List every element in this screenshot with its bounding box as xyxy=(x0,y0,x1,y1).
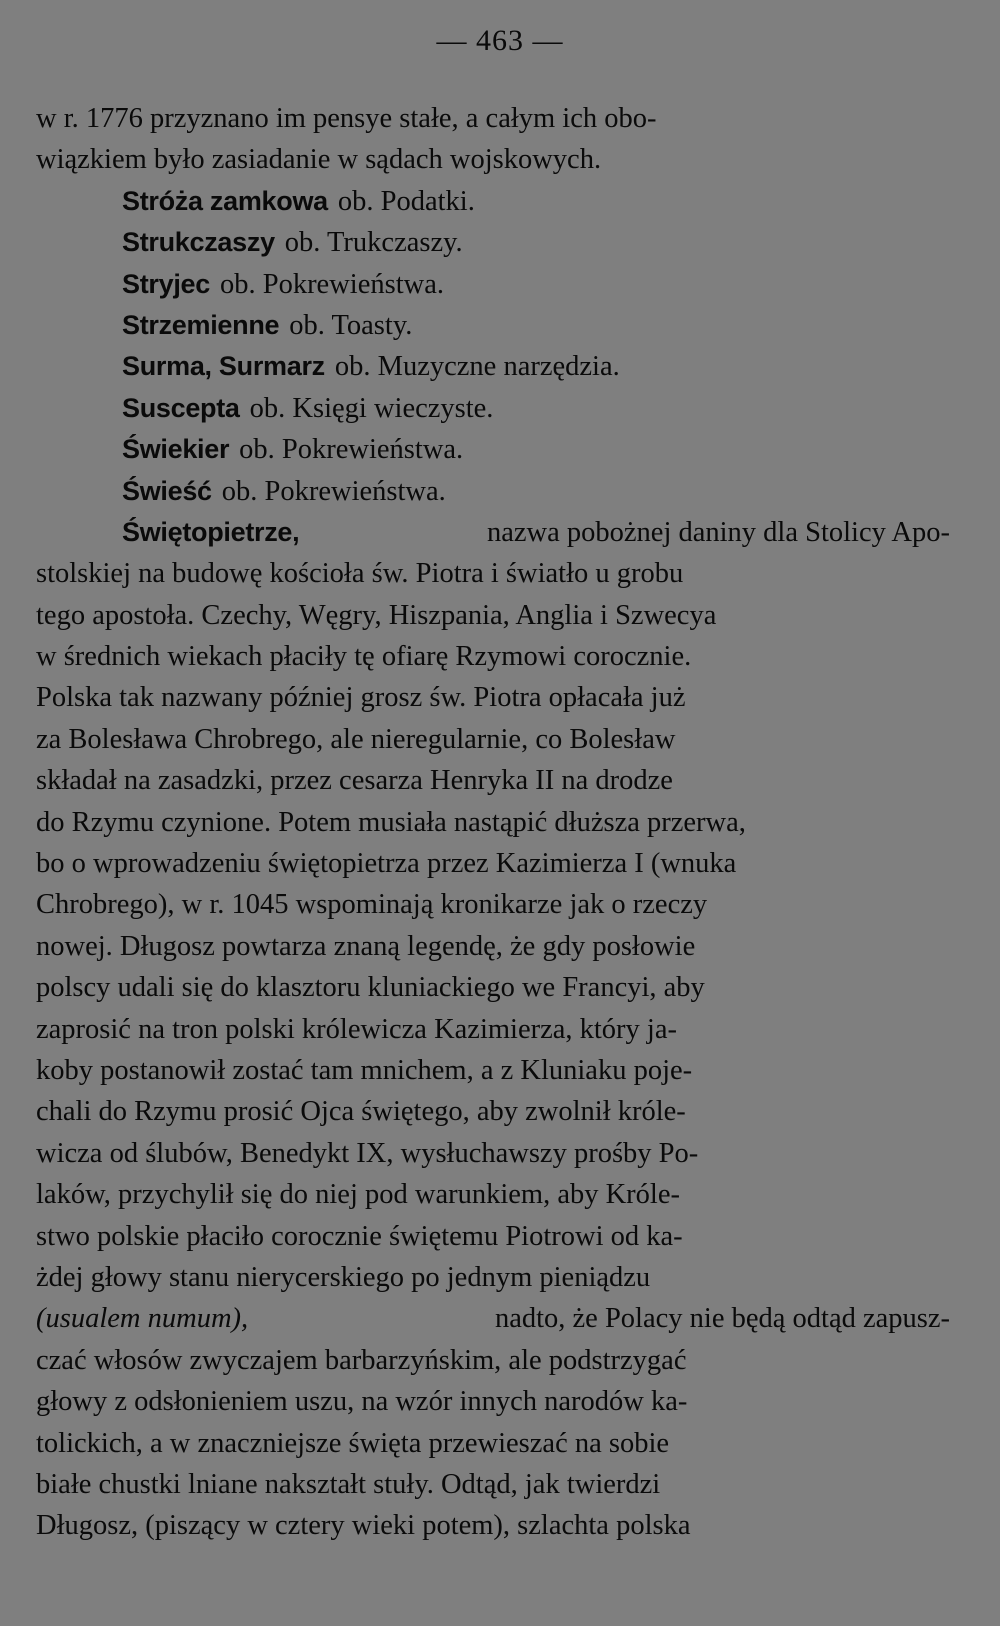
body-line xyxy=(36,1216,950,1257)
entry-line xyxy=(36,222,950,263)
body-line xyxy=(36,884,950,925)
entry-term: Świeść xyxy=(122,475,212,506)
body-line xyxy=(36,595,950,636)
line-text: wiązkiem było zasiadanie w sądach wojskowych. xyxy=(36,144,602,176)
body-line xyxy=(36,1381,950,1422)
text-line xyxy=(36,139,950,180)
line-text: w r. 1776 przyznano im pensye stałe, a całym ich obo- xyxy=(36,103,657,134)
entry-text: ob. Trukczaszy. xyxy=(284,227,463,259)
body-line xyxy=(36,553,950,594)
entry-line xyxy=(36,471,950,512)
latin-phrase: (usualem numum), xyxy=(36,1303,249,1335)
line-text: zaprosić na tron polski królewicza Kazimierza, który ja- xyxy=(36,1013,677,1045)
body-line xyxy=(36,1464,950,1505)
body-line xyxy=(36,1091,950,1132)
body-line xyxy=(36,967,950,1008)
entry-text: ob. Pokrewieństwa. xyxy=(221,475,446,507)
body-line xyxy=(36,1009,950,1050)
entry-text: ob. Muzyczne narzędzia. xyxy=(334,351,620,383)
entry-line xyxy=(36,512,950,553)
body-line xyxy=(36,636,950,677)
line-text: za Bolesława Chrobrego, ale nieregularnie, co Bolesław xyxy=(36,723,676,755)
entry-line xyxy=(36,305,950,346)
body-line xyxy=(36,760,950,801)
line-text: składał na zasadzki, przez cesarza Henryka II na drodze xyxy=(36,765,673,797)
body-line xyxy=(36,1298,950,1339)
entry-term: Strzemienne xyxy=(122,309,280,340)
line-text: Chrobrego), w r. 1045 wspominają kronikarze jak o rzeczy xyxy=(36,889,708,921)
body-line xyxy=(36,1257,950,1298)
entry-line xyxy=(36,264,950,305)
line-text: tolickich, a w znaczniejsze święta przewieszać na sobie xyxy=(36,1427,670,1459)
entry-term: Stryjec xyxy=(122,268,210,299)
body-line xyxy=(36,719,950,760)
line-text: stolskiej na budowę kościoła św. Piotra i światło u grobu xyxy=(36,558,684,590)
body-line xyxy=(36,1423,950,1464)
line-text: stwo polskie płaciło corocznie świętemu Piotrowi od ka- xyxy=(36,1220,683,1252)
body-line xyxy=(36,926,950,967)
body-line xyxy=(36,1133,950,1174)
entry-text: ob. Księgi wieczyste. xyxy=(249,392,494,424)
entry-term: Świekier xyxy=(122,434,230,465)
line-text: białe chustki lniane nakształt stuły. Odtąd, jak twierdzi xyxy=(36,1468,661,1500)
body-line xyxy=(36,1340,950,1381)
body-line xyxy=(36,677,950,718)
entry-text: ob. Pokrewieństwa. xyxy=(239,434,464,466)
line-text: tego apostoła. Czechy, Węgry, Hiszpania, Anglia i Szwecya xyxy=(36,599,717,631)
entry-text: nazwa pobożnej daniny dla Stolicy Apo- xyxy=(486,516,950,548)
line-text: żdej głowy stanu nierycerskiego po jednym pieniądzu xyxy=(36,1261,651,1293)
body-line xyxy=(36,843,950,884)
line-text: laków, przychylił się do niej pod warunkiem, aby Króle- xyxy=(36,1179,680,1211)
line-text: Polska tak nazwany później grosz św. Piotra opłacała już xyxy=(36,682,686,714)
line-text: bo o wprowadzeniu świętopietrza przez Kazimierza I (wnuka xyxy=(36,848,737,880)
line-text: do Rzymu czynione. Potem musiała nastąpić dłuższa przerwa, xyxy=(36,806,746,838)
body-line xyxy=(36,1050,950,1091)
body-line xyxy=(36,1505,950,1546)
line-text: w średnich wiekach płaciły tę ofiarę Rzymowi corocznie. xyxy=(36,641,692,673)
text-line xyxy=(36,98,950,139)
line-text: nadto, że Polacy nie będą odtąd zapusz- xyxy=(494,1303,950,1335)
line-text: głowy z odsłonieniem uszu, na wzór innych narodów ka- xyxy=(36,1386,688,1418)
entry-text: ob. Pokrewieństwa. xyxy=(219,268,444,300)
entry-term: Stróża zamkowa xyxy=(122,185,328,216)
entry-line xyxy=(36,181,950,222)
body-line xyxy=(36,1174,950,1215)
entry-term: Strukczaszy xyxy=(122,227,275,258)
line-text: wicza od ślubów, Benedykt IX, wysłuchawszy prośby Po- xyxy=(36,1137,699,1169)
entry-line xyxy=(36,429,950,470)
entry-term: Suscepta xyxy=(122,392,240,423)
page-number: — 463 — xyxy=(436,24,564,57)
line-text: nowej. Długosz powtarza znaną legendę, że gdy posłowie xyxy=(36,930,696,962)
entry-line xyxy=(36,346,950,387)
line-text: polscy udali się do klasztoru kluniackiego we Francyi, aby xyxy=(36,972,705,1004)
entry-term: Świętopietrze, xyxy=(122,516,300,547)
entry-term: Surma, Surmarz xyxy=(122,351,325,382)
body-line xyxy=(36,802,950,843)
line-text: Długosz, (piszący w cztery wieki potem), szlachta polska xyxy=(36,1510,691,1542)
line-text: czać włosów zwyczajem barbarzyńskim, ale podstrzygać xyxy=(36,1344,687,1376)
entry-line xyxy=(36,388,950,429)
line-text: chali do Rzymu prosić Ojca świętego, aby zwolnił króle- xyxy=(36,1096,686,1128)
entry-text: ob. Podatki. xyxy=(337,185,475,217)
text-block xyxy=(36,98,950,1547)
entry-text: ob. Toasty. xyxy=(289,309,413,341)
line-text: koby postanowił zostać tam mnichem, a z Kluniaku poje- xyxy=(36,1054,693,1086)
